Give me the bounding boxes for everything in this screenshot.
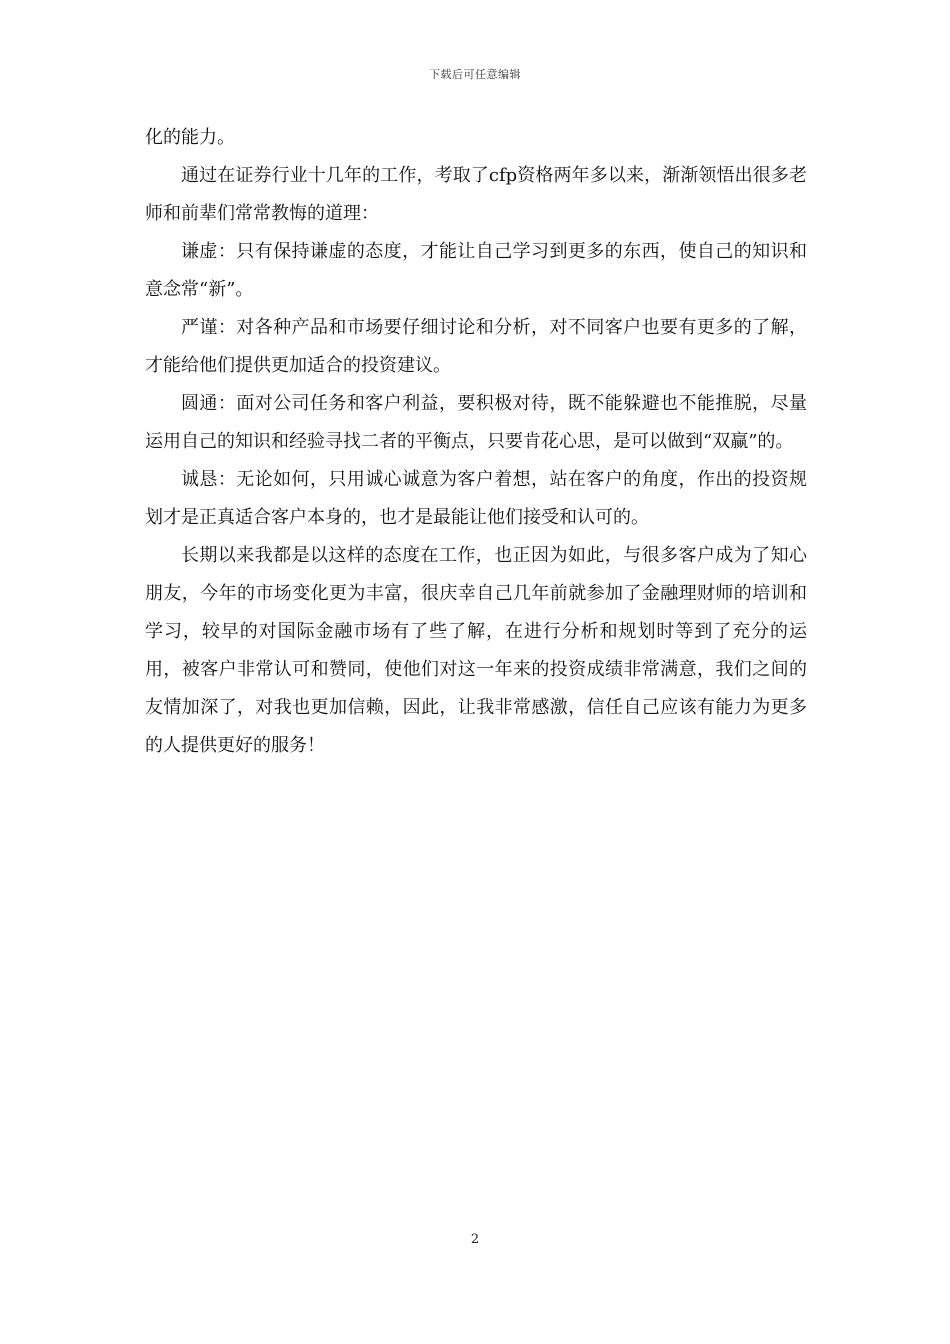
- paragraph-continuation: 化的能力。: [145, 127, 235, 148]
- paragraph-sincerity: 诚恳：无论如何，只用诚心诚意为客户着想，站在客户的角度，作出的投资规划才是正真适合客户本身的，也才是最能让他们接受和认可的。: [145, 469, 807, 528]
- document-body: [145, 119, 807, 765]
- page-number: 2: [470, 1232, 480, 1247]
- paragraph-flexibility: 圆通：面对公司任务和客户利益，要积极对待，既不能躲避也不能推脱，尽量运用自己的知识和经验寻找二者的平衡点，只要肯花心思，是可以做到“双赢”的。: [145, 393, 807, 452]
- paragraph-conclusion: 长期以来我都是以这样的态度在工作，也正因为如此，与很多客户成为了知心朋友，今年的市场变化更为丰富，很庆幸自己几年前就参加了金融理财师的培训和学习，较早的对国际金融市场有了些了解，在进行分析和规划时等到了充分的运用，被客户非常认可和赞同，使他们对这一年来的投资成绩非常满意，我们之间的友情加深了，对我也更加信赖，因此，让我非常感激，信任自己应该有能力为更多的人提供更好的服务！: [145, 545, 807, 756]
- paragraph-rigor: 严谨：对各种产品和市场要仔细讨论和分析，对不同客户也要有更多的了解，才能给他们提供更加适合的投资建议。: [145, 317, 807, 376]
- paragraph-humility: 谦虚：只有保持谦虚的态度，才能让自己学习到更多的东西，使自己的知识和意念常“新”。: [145, 241, 807, 300]
- paragraph-intro: 通过在证券行业十几年的工作，考取了cfp资格两年多以来，渐渐领悟出很多老师和前辈们常常教悔的道理：: [145, 165, 807, 224]
- page-header: 下载后可任意编辑: [429, 68, 521, 81]
